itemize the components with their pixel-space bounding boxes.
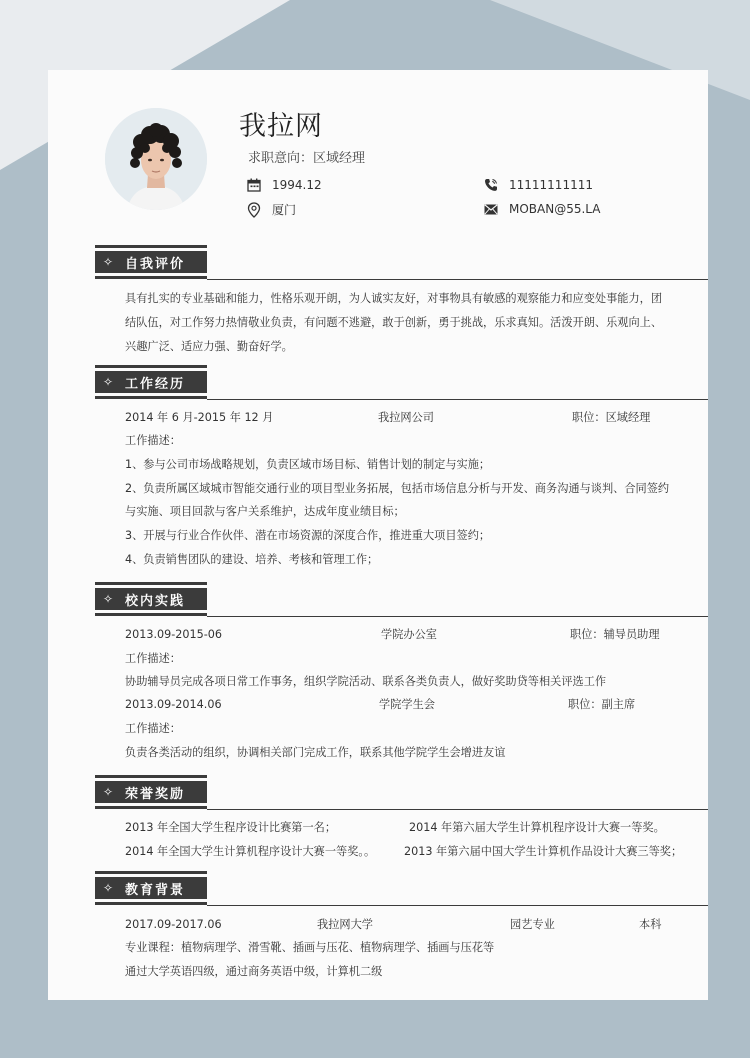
section-divider: [207, 616, 708, 617]
work-desc-label: 工作描述：: [125, 434, 181, 447]
education-major: 园艺专业: [510, 918, 555, 931]
resume-page: [48, 70, 708, 1000]
section-header-honors: [95, 775, 207, 809]
email-info: [483, 201, 600, 217]
section-divider: [207, 399, 708, 400]
phone-icon: [483, 177, 499, 193]
education-certs: 通过大学英语四级，通过商务英语中级，计算机二级: [125, 965, 383, 978]
campus-position: 职位：副主席: [568, 698, 636, 711]
sparkle-icon: ✧: [102, 375, 116, 389]
education-school: 我拉网大学: [317, 918, 373, 931]
location-pin-icon: [246, 202, 262, 218]
campus-desc-label: 工作描述：: [125, 652, 181, 665]
honor-item: 2014 年全国大学生计算机程序设计大赛一等奖。。: [125, 845, 376, 858]
mail-icon: [483, 201, 499, 217]
section-divider: [207, 279, 708, 280]
section-title: 荣誉奖励: [125, 786, 186, 802]
section-title: 校内实践: [125, 593, 186, 609]
birth-value: 1994.12: [272, 178, 322, 192]
education-courses: 专业课程：植物病理学、滑雪靴、插画与压花、植物病理学、插画与压花等: [125, 941, 495, 954]
section-title: 教育背景: [125, 882, 186, 898]
sparkle-icon: ✧: [102, 255, 116, 269]
campus-period: 2013.09-2015-06: [125, 628, 223, 641]
self-eval-line: 兴趣广泛、适应力强、勤奋好学。: [125, 340, 293, 353]
self-eval-line: 结队伍，对工作努力热情敬业负责，有问题不逃避，敢于创新，勇于挑战，乐求真知。活泼开朗、乐观向上、: [125, 316, 663, 329]
section-divider: [207, 905, 708, 906]
avatar: [105, 108, 207, 210]
campus-org: 学院办公室: [381, 628, 437, 641]
section-header-campus: [95, 582, 207, 616]
phone-info: [483, 177, 593, 193]
calendar-icon: [246, 177, 262, 193]
self-eval-line: 具有扎实的专业基础和能力，性格乐观开朗，为人诚实友好，对事物具有敏感的观察能力和应变处事能力，团: [125, 292, 663, 305]
sparkle-icon: ✧: [102, 881, 116, 895]
sparkle-icon: ✧: [102, 592, 116, 606]
section-title: 工作经历: [125, 376, 186, 392]
job-intent: 求职意向：区域经理: [248, 151, 366, 166]
campus-desc: 协助辅导员完成各项日常工作事务，组织学院活动、联系各类负责人，做好奖助贷等相关评选工作: [125, 675, 607, 688]
campus-org: 学院学生会: [379, 698, 435, 711]
campus-position: 职位：辅导员助理: [570, 628, 660, 641]
work-desc-item: 与实施、项目回款与客户关系维护，达成年度业绩目标；: [125, 505, 405, 518]
education-degree: 本科: [639, 918, 662, 931]
section-divider: [207, 809, 708, 810]
email-value: MOBAN@55.LA: [509, 202, 601, 216]
section-header-self-eval: [95, 245, 207, 279]
work-desc-item: 3、开展与行业合作伙伴、潜在市场资源的深度合作，推进重大项目签约；: [125, 529, 491, 542]
education-period: 2017.09-2017.06: [125, 918, 222, 931]
honor-item: 2013 年第六届中国大学生计算机作品设计大赛三等奖；: [404, 845, 683, 858]
work-period: 2014 年 6 月-2015 年 12 月: [125, 411, 274, 424]
campus-period: 2013.09-2014.06: [125, 698, 222, 711]
campus-desc: 负责各类活动的组织，协调相关部门完成工作，联系其他学院学生会增进友谊: [125, 746, 506, 759]
birth-info: [246, 177, 322, 193]
work-desc-item: 4、负责销售团队的建设、培养、考核和管理工作；: [125, 553, 379, 566]
work-desc-item: 1、参与公司市场战略规划，负责区域市场目标、销售计划的制定与实施；: [125, 458, 491, 471]
section-title: 自我评价: [125, 256, 186, 272]
section-header-work: [95, 365, 207, 399]
campus-desc-label: 工作描述：: [125, 722, 181, 735]
work-position: 职位：区域经理: [572, 411, 651, 424]
section-header-education: [95, 871, 207, 905]
sparkle-icon: ✧: [102, 785, 116, 799]
candidate-name: 我拉网: [239, 111, 323, 142]
honor-item: 2013 年全国大学生程序设计比赛第一名；: [125, 821, 337, 834]
work-company: 我拉网公司: [378, 411, 434, 424]
honor-item: 2014 年第六届大学生计算机程序设计大赛一等奖。: [409, 821, 665, 834]
location-info: [246, 201, 296, 218]
work-desc-item: 2、负责所属区域城市智能交通行业的项目型业务拓展，包括市场信息分析与开发、商务沟通与谈判、合同签约: [125, 482, 670, 495]
phone-value: 11111111111: [509, 178, 593, 192]
location-value: 厦门: [272, 203, 297, 217]
